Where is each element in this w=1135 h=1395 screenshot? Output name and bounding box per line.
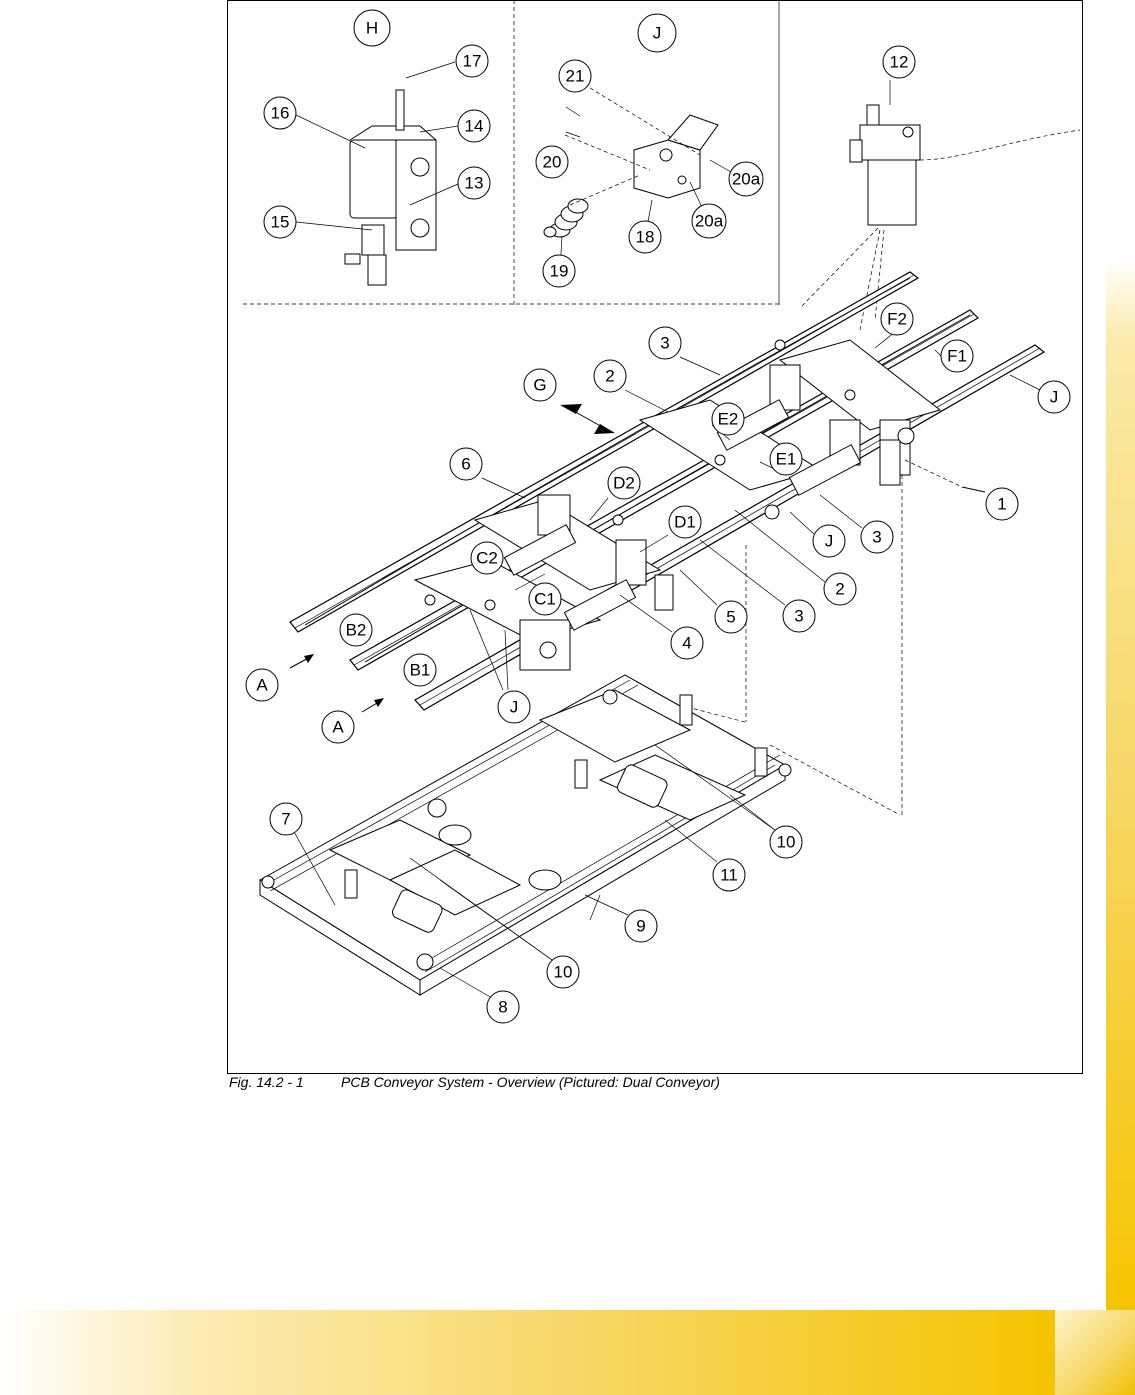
svg-text:A: A bbox=[256, 675, 268, 695]
callout-9 bbox=[625, 910, 657, 942]
callout-18 bbox=[629, 221, 661, 253]
callout-C2 bbox=[471, 542, 503, 574]
callout-B2 bbox=[340, 614, 372, 646]
svg-text:C2: C2 bbox=[476, 548, 498, 568]
svg-text:17: 17 bbox=[462, 51, 482, 71]
callout-3-top bbox=[649, 327, 681, 359]
figure-number: Fig. 14.2 - 1 bbox=[229, 1074, 304, 1090]
callout-F2 bbox=[881, 303, 913, 335]
svg-text:9: 9 bbox=[636, 916, 646, 936]
svg-text:20: 20 bbox=[542, 152, 562, 172]
svg-text:13: 13 bbox=[464, 173, 484, 193]
svg-text:B1: B1 bbox=[409, 660, 431, 680]
callout-J-right bbox=[1038, 381, 1070, 413]
svg-text:J: J bbox=[652, 23, 662, 43]
figure-title: PCB Conveyor System - Overview (Pictured: Dual Conveyor) bbox=[341, 1074, 720, 1090]
svg-text:20a: 20a bbox=[731, 169, 761, 189]
svg-text:12: 12 bbox=[889, 52, 909, 72]
svg-text:J: J bbox=[1049, 387, 1059, 407]
callout-17 bbox=[456, 45, 488, 77]
svg-text:1: 1 bbox=[997, 494, 1007, 514]
svg-text:11: 11 bbox=[720, 865, 738, 885]
svg-text:D2: D2 bbox=[613, 473, 635, 493]
svg-text:G: G bbox=[533, 375, 547, 395]
callout-3-mid bbox=[861, 521, 893, 553]
figure-caption bbox=[229, 1074, 1089, 1092]
svg-text:15: 15 bbox=[270, 212, 290, 232]
callout-10-right bbox=[770, 826, 802, 858]
svg-text:8: 8 bbox=[498, 997, 508, 1017]
svg-text:2: 2 bbox=[605, 366, 615, 386]
svg-text:19: 19 bbox=[549, 261, 569, 281]
svg-text:J: J bbox=[509, 697, 519, 717]
svg-text:B2: B2 bbox=[345, 620, 367, 640]
svg-text:14: 14 bbox=[464, 116, 484, 136]
svg-text:21: 21 bbox=[565, 66, 585, 86]
svg-text:C1: C1 bbox=[534, 589, 556, 609]
callout-10-low bbox=[547, 956, 579, 988]
callout-2-mid bbox=[824, 573, 856, 605]
callout-14 bbox=[458, 110, 490, 142]
callout-13 bbox=[458, 167, 490, 199]
svg-text:3: 3 bbox=[660, 333, 670, 353]
svg-text:10: 10 bbox=[776, 832, 796, 852]
callout-2-top bbox=[594, 360, 626, 392]
callout-A-low bbox=[322, 711, 354, 743]
svg-text:H: H bbox=[365, 18, 379, 38]
callout-20a-lower bbox=[692, 204, 726, 238]
svg-text:6: 6 bbox=[461, 454, 471, 474]
callout-D1 bbox=[669, 506, 701, 538]
svg-text:A: A bbox=[332, 717, 344, 737]
callout-E2 bbox=[712, 403, 744, 435]
callout-E1 bbox=[770, 443, 802, 475]
callout-G bbox=[524, 369, 556, 401]
callout-16 bbox=[264, 97, 296, 129]
svg-text:4: 4 bbox=[682, 633, 692, 653]
detail-h-sensor-assembly bbox=[296, 62, 458, 285]
svg-text:J: J bbox=[824, 531, 834, 551]
callout-11 bbox=[713, 859, 745, 891]
callout-D2 bbox=[608, 467, 640, 499]
svg-text:5: 5 bbox=[726, 607, 736, 627]
svg-text:F2: F2 bbox=[887, 309, 907, 329]
callout-F1 bbox=[941, 340, 973, 372]
svg-text:E2: E2 bbox=[717, 409, 739, 429]
callout-J-low bbox=[498, 691, 530, 723]
svg-text:E1: E1 bbox=[775, 449, 797, 469]
svg-text:2: 2 bbox=[835, 579, 845, 599]
callout-4 bbox=[671, 627, 703, 659]
spring-part bbox=[544, 199, 588, 237]
callout-19 bbox=[543, 255, 575, 287]
callout-J-mid bbox=[813, 525, 845, 557]
svg-text:16: 16 bbox=[270, 103, 290, 123]
callout-C1 bbox=[529, 583, 561, 615]
callout-21 bbox=[559, 60, 591, 92]
svg-text:3: 3 bbox=[872, 527, 882, 547]
callout-6 bbox=[450, 448, 482, 480]
callout-12 bbox=[883, 46, 915, 78]
callout-1 bbox=[986, 488, 1018, 520]
callout-B1 bbox=[404, 654, 436, 686]
callout-A-left bbox=[246, 669, 278, 701]
callout-H bbox=[354, 10, 390, 46]
svg-text:D1: D1 bbox=[674, 512, 696, 532]
svg-text:10: 10 bbox=[553, 962, 573, 982]
callout-15 bbox=[264, 206, 296, 238]
svg-text:18: 18 bbox=[635, 227, 655, 247]
callout-20a-upper bbox=[729, 162, 763, 196]
callout-5 bbox=[715, 601, 747, 633]
callout-3-low bbox=[783, 600, 815, 632]
callout-20 bbox=[536, 146, 568, 178]
callout-8 bbox=[487, 991, 519, 1023]
callout-J-detail bbox=[638, 14, 676, 52]
part-12-sensor bbox=[800, 80, 1080, 330]
svg-text:3: 3 bbox=[794, 606, 804, 626]
svg-text:F1: F1 bbox=[947, 346, 967, 366]
svg-text:7: 7 bbox=[281, 809, 291, 829]
callout-7 bbox=[270, 803, 302, 835]
svg-text:20a: 20a bbox=[694, 211, 724, 231]
